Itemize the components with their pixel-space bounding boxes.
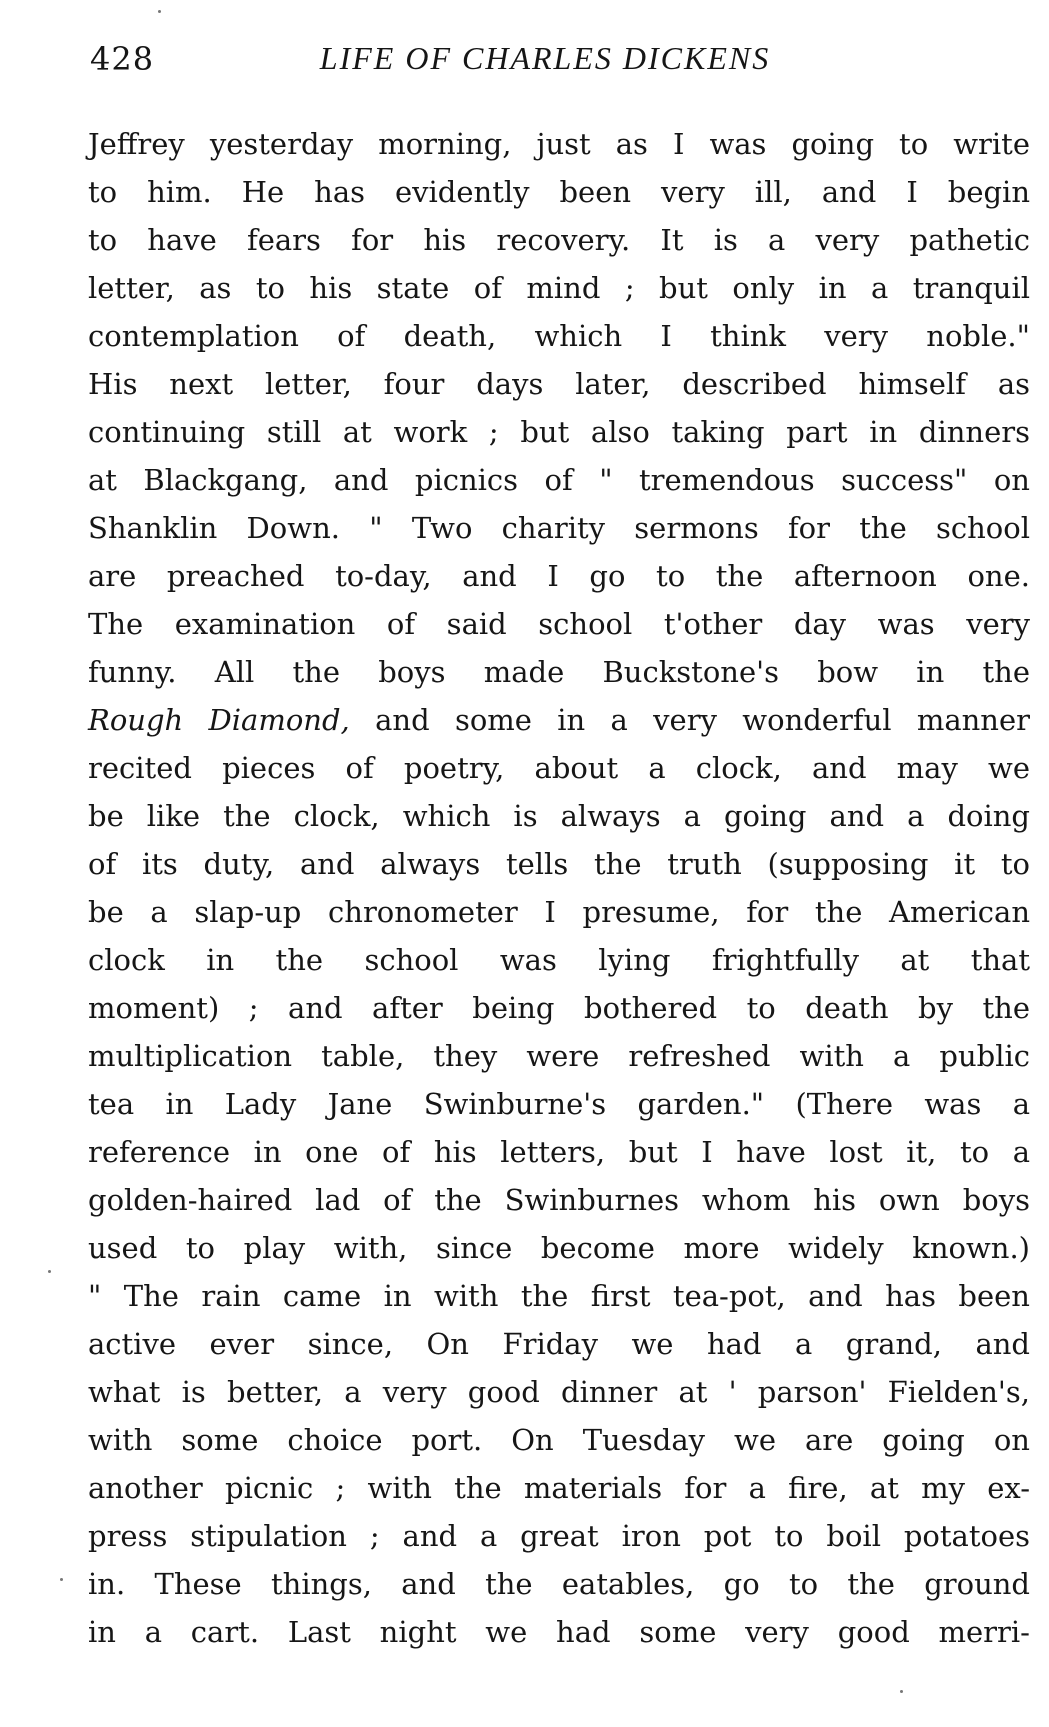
text-line: Jeffrey yesterday morning, just as I was going to write (88, 127, 1030, 161)
text-line: used to play with, since become more widely known.) (88, 1231, 1030, 1265)
text-line: reference in one of his letters, but I have lost it, to a (88, 1135, 1030, 1169)
paper-speck (900, 1690, 903, 1693)
paper-speck (60, 1578, 63, 1581)
paper-speck (158, 10, 161, 13)
text-line: in a cart. Last night we had some very good merri- (88, 1615, 1030, 1649)
text-line: what is better, a very good dinner at ' parson' Fielden's, (88, 1375, 1030, 1409)
text-line: funny. All the boys made Buckstone's bow in the (88, 655, 1030, 689)
text-line: letter, as to his state of mind ; but only in a tranquil (88, 271, 1030, 305)
text-line: Shanklin Down. " Two charity sermons for the school (88, 511, 1030, 545)
text-line: to have fears for his recovery. It is a very pathetic (88, 223, 1030, 257)
running-head: LIFE OF CHARLES DICKENS (319, 40, 771, 76)
text-line: another picnic ; with the materials for a fire, at my ex- (88, 1471, 1030, 1505)
text-line: be like the clock, which is always a going and a doing (88, 799, 1030, 833)
text-line: continuing still at work ; but also taking part in dinners (88, 415, 1030, 449)
text-line-rest: and some in a very wonderful manner (375, 703, 1031, 737)
text-line: multiplication table, they were refreshed with a public (88, 1039, 1030, 1073)
text-line: to him. He has evidently been very ill, and I begin (88, 175, 1030, 209)
page-number: 428 (90, 40, 155, 78)
text-line: His next letter, four days later, described himself as (88, 367, 1030, 401)
text-line: The examination of said school t'other day was very (88, 607, 1030, 641)
text-line: with some choice port. On Tuesday we are going on (88, 1423, 1030, 1457)
text-line: active ever since, On Friday we had a grand, and (88, 1327, 1030, 1361)
text-line: clock in the school was lying frightfully at that (88, 943, 1030, 977)
body-text (88, 120, 1030, 1656)
text-line: are preached to-day, and I go to the afternoon one. (88, 559, 1030, 593)
text-line: contemplation of death, which I think very noble." (88, 319, 1030, 353)
text-line-with-title (88, 696, 1030, 744)
text-line: " The rain came in with the first tea-pot, and has been (88, 1279, 1030, 1313)
page-header (90, 40, 1020, 90)
text-line: in. These things, and the eatables, go to the ground (88, 1567, 1030, 1601)
text-line: press stipulation ; and a great iron pot to boil potatoes (88, 1519, 1030, 1553)
text-line: golden-haired lad of the Swinburnes whom his own boys (88, 1183, 1030, 1217)
paper-speck (48, 1270, 51, 1273)
text-line: tea in Lady Jane Swinburne's garden." (There was a (88, 1087, 1030, 1121)
italic-title: Rough Diamond, (88, 703, 350, 737)
text-line: be a slap-up chronometer I presume, for the American (88, 895, 1030, 929)
text-line: recited pieces of poetry, about a clock, and may we (88, 751, 1030, 785)
text-line: at Blackgang, and picnics of " tremendous success" on (88, 463, 1030, 497)
text-line: moment) ; and after being bothered to death by the (88, 991, 1030, 1025)
text-line: of its duty, and always tells the truth (supposing it to (88, 847, 1030, 881)
